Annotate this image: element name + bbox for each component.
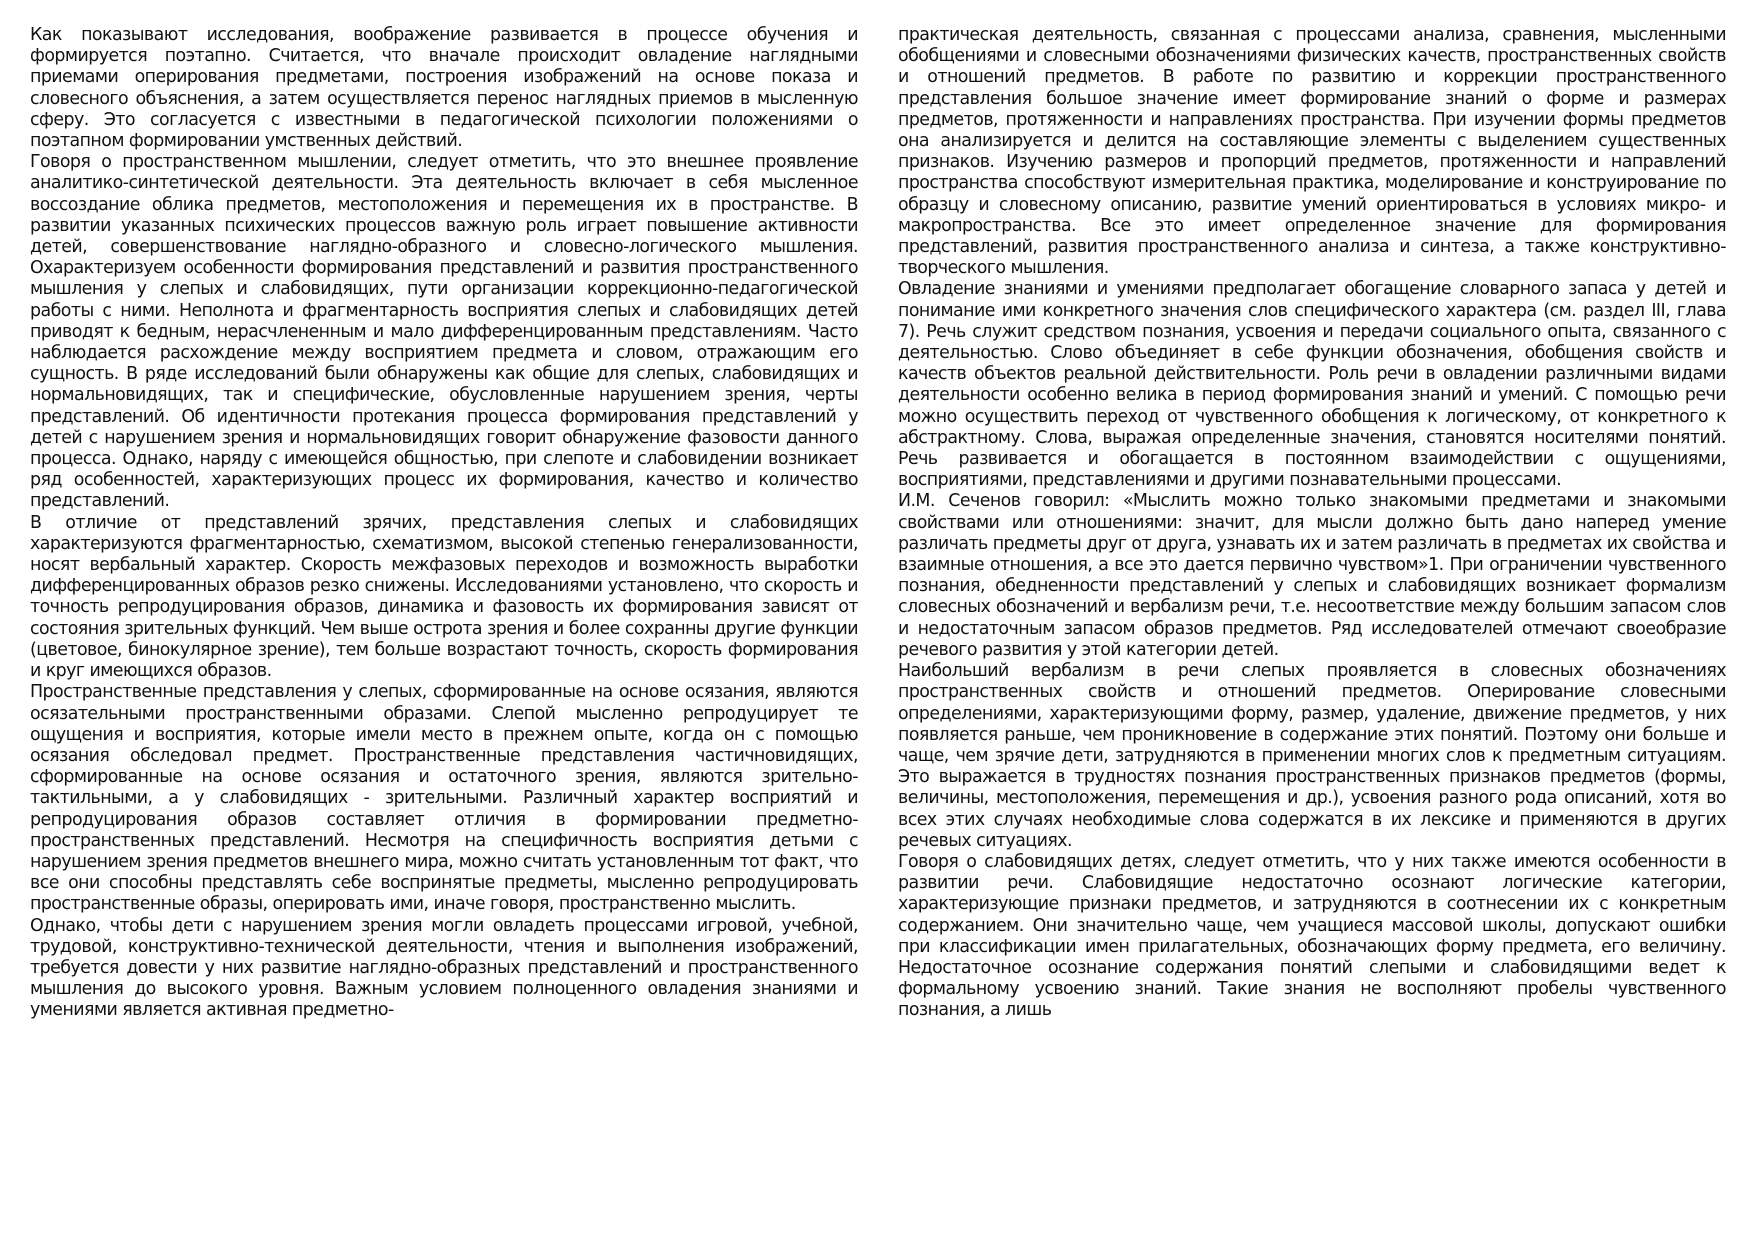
paragraph: Овладение знаниями и умениями предполагает обогащение словарного запаса у детей и понимание ими конкретного значения слов специфического характера (см. раздел III, глава 7). Речь служит средством познания, усвоения и передачи социального опыта, связанного с деятельностью. Слово объединяет в себе функции обозначения, обобщения свойств и качеств объектов реальной действительности. Роль речи в овладении различными видами деятельности особенно велика в период формирования знаний и умений. С помощью речи можно осуществить переход от чувственного обобщения к логическому, от конкретного к абстрактному. Слова, выражая определенные значения, становятся носителями понятий. Речь развивается и обогащается в постоянном взаимодействии с ощущениями, восприятиями, представлениями и другими познавательными процессами. [898, 279, 1726, 491]
left-text-column [30, 25, 858, 1022]
paragraph: Наибольший вербализм в речи слепых проявляется в словесных обозначениях пространственных свойств и отношений предметов. Оперирование словесными определениями, характеризующими форму, размер, удаление, движение предметов, у них появляется раньше, чем проникновение в содержание этих понятий. Поэтому они больше и чаще, чем зрячие дети, затрудняются в применении многих слов к предметным ситуациям. Это выражается в трудностях познания пространственных признаков предметов (формы, величины, местоположения, перемещения и др.), усвоения разного рода описаний, хотя во всех этих случаях необходимые слова содержатся в их лексике и применяются в других речевых ситуациях. [898, 661, 1726, 851]
paragraph: Говоря о слабовидящих детях, следует отметить, что у них также имеются особенности в развитии речи. Слабовидящие недостаточно осознают логические категории, характеризующие признаки предметов, и затрудняются в соотнесении их с конкретным содержанием. Они значительно чаще, чем учащиеся массовой школы, допускают ошибки при классификации имен прилагательных, обозначающих форму предмета, его величину. Недостаточное осознание содержания понятий слепыми и слабовидящими ведет к формальному усвоению знаний. Такие знания не восполняют пробелы чувственного познания, а лишь [898, 851, 1726, 1021]
paragraph: Как показывают исследования, воображение развивается в процессе обучения и формируется поэтапно. Считается, что вначале происходит овладение наглядными приемами оперирования предметами, построения изображений на основе показа и словесного объяснения, а затем осуществляется перенос наглядных приемов в мысленную сферу. Это согласуется с известными в педагогической психологии положениями о поэтапном формировании умственных действий. [30, 25, 858, 152]
paragraph: В отличие от представлений зрячих, представления слепых и слабовидящих характеризуются фрагментарностью, схематизмом, высокой степенью генерализованности, носят вербальный характер. Скорость межфазовых переходов и возможность выработки дифференцированных образов резко снижены. Исследованиями установлено, что скорость и точность репродуцирования образов, динамика и фазовость их формирования зависят от состояния зрительных функций. Чем выше острота зрения и более сохранны другие функции (цветовое, бинокулярное зрение), тем больше возрастают точность, скорость формирования и круг имеющихся образов. [30, 512, 858, 682]
paragraph: Пространственные представления у слепых, сформированные на основе осязания, являются осязательными пространственными образами. Слепой мысленно репродуцирует те ощущения и восприятия, которые имели место в прежнем опыте, когда он с помощью осязания обследовал предмет. Пространственные представления частичновидящих, сформированные на основе осязания и остаточного зрения, являются зрительно-тактильными, а у слабовидящих - зрительными. Различный характер восприятий и репродуцирования образов составляет отличия в формировании предметно-пространственных представлений. Несмотря на специфичность восприятия детьми с нарушением зрения предметов внешнего мира, можно считать установленным тот факт, что все они способны представлять себе воспринятые предметы, мысленно репродуцировать пространственные образы, оперировать ими, иначе говоря, пространственно мыслить. [30, 682, 858, 915]
paragraph: практическая деятельность, связанная с процессами анализа, сравнения, мысленными обобщениями и словесными обозначениями физических качеств, пространственных свойств и отношений предметов. В работе по развитию и коррекции пространственного представления большое значение имеет формирование знаний о форме и размерах предметов, протяженности и направлениях пространства. При изучении формы предметов она анализируется и делится на составляющие элементы с выделением существенных признаков. Изучению размеров и пропорций предметов, протяженности и направлений пространства способствуют измерительная практика, моделирование и конструирование по образцу и словесному описанию, развитие умений ориентироваться в условиях микро- и макропространства. Все это имеет определенное значение для формирования представлений, развития пространственного анализа и синтеза, а также конструктивно-творческого мышления. [898, 25, 1726, 279]
paragraph: Однако, чтобы дети с нарушением зрения могли овладеть процессами игровой, учебной, трудовой, конструктивно-технической деятельности, чтения и выполнения изображений, требуется довести у них развитие наглядно-образных представлений и пространственного мышления до высокого уровня. Важным условием полноценного овладения знаниями и умениями является активная предметно- [30, 915, 858, 1021]
paragraph: И.М. Сеченов говорил: «Мыслить можно только знакомыми предметами и знакомыми свойствами или отношениями: значит, для мысли должно быть дано наперед умение различать предметы друг от друга, узнавать их и затем различать в предметах их свойства и взаимные отношения, а все это дается первично чувством»1. При ограничении чувственного познания, обедненности представлений у слепых и слабовидящих возникает формализм словесных обозначений и вербализм речи, т.е. несоответствие между большим запасом слов и недостаточным запасом образов предметов. Ряд исследователей отмечают своеобразие речевого развития у этой категории детей. [898, 491, 1726, 660]
paragraph: Говоря о пространственном мышлении, следует отметить, что это внешнее проявление аналитико-синтетической деятельности. Эта деятельность включает в себя мысленное воссоздание облика предметов, местоположения и перемещения их в пространстве. В развитии указанных психических процессов важную роль играет повышение активности детей, совершенствование наглядно-образного и словесно-логического мышления. Охарактеризуем особенности формирования представлений и развития пространственного мышления у слепых и слабовидящих, пути организации коррекционно-педагогической работы с ними. Неполнота и фрагментарность восприятия слепых и слабовидящих детей приводят к бедным, нерасчлененным и мало дифференцированным представлениям. Часто наблюдается расхождение между восприятием предмета и словом, отражающим его сущность. В ряде исследований были обнаружены как общие для слепых, слабовидящих и нормальновидящих, так и специфические, обусловленные нарушением зрения, черты представлений. Об идентичности протекания процесса формирования представлений у детей с нарушением зрения и нормальновидящих говорит обнаружение фазовости данного процесса. Однако, наряду с имеющейся общностью, при слепоте и слабовидении возникает ряд особенностей, характеризующих процесс их формирования, качество и количество представлений. [30, 152, 858, 512]
right-text-column [898, 25, 1726, 1022]
